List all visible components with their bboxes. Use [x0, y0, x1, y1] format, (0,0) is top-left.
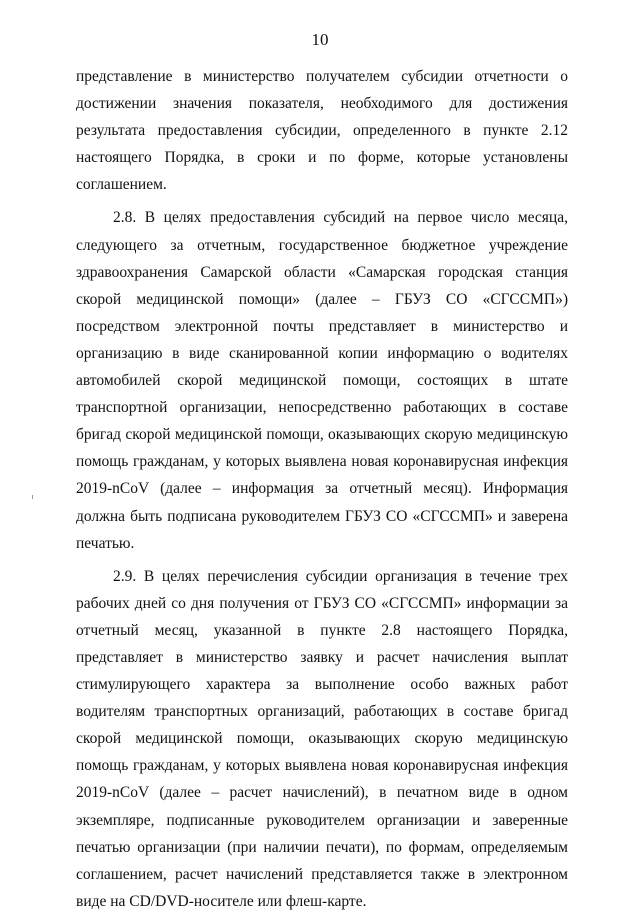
paragraph-2-9: 2.9. В целях перечисления субсидии организация в течение трех рабочих дней со дня получения от ГБУЗ СО «СГССМП» информации за отчетный месяц, указанной в пункте 2.8 настоящего Порядка, представляет в министерство заявку и расчет начисления выплат стимулирующего характера за выполнение особо важных работ водителям транспортных организаций, работающих в составе бригад скорой медицинской помощи, оказывающих скорую медицинскую помощь гражданам, у которых выявлена новая коронавирусная инфекция 2019-nCoV (далее – расчет начислений), в печатном виде в одном экземпляре, подписанные руководителем организации и заверенные печатью организации (при наличии печати), по формам, определяемым соглашением, расчет начислений представляется также в электронном виде на CD/DVD-носителе или флеш-карте.: [76, 567, 568, 910]
paragraph-continuation: представление в министерство получателем субсидии отчетности о достижении значения показателя, необходимого для достижения результата предоставления субсидии, определенного в пункте 2.12 настоящего Порядка, в сроки и по форме, которые установлены соглашением.: [76, 68, 568, 194]
scan-margin-mark: [32, 495, 33, 499]
document-body: [76, 63, 568, 921]
paragraph-2-8: 2.8. В целях предоставления субсидий на первое число месяца, следующего за отчетным, государственное бюджетное учреждение здравоохранения Самарской области «Самарская городская станция скорой медицинской помощи» (далее – ГБУЗ СО «СГССМП») посредством электронной почты представляет в министерство и организацию в виде сканированной копии информацию о водителях автомобилей скорой медицинской помощи, состоящих в штате транспортной организации, непосредственно работающих в составе бригад скорой медицинской помощи, оказывающих скорую медицинскую помощь гражданам, у которых выявлена новая коронавирусная инфекция 2019-nCoV (далее – информация за отчетный месяц). Информация должна быть подписана руководителем ГБУЗ СО «СГССМП» и заверена печатью.: [76, 209, 568, 552]
page-number: 10: [311, 30, 329, 49]
